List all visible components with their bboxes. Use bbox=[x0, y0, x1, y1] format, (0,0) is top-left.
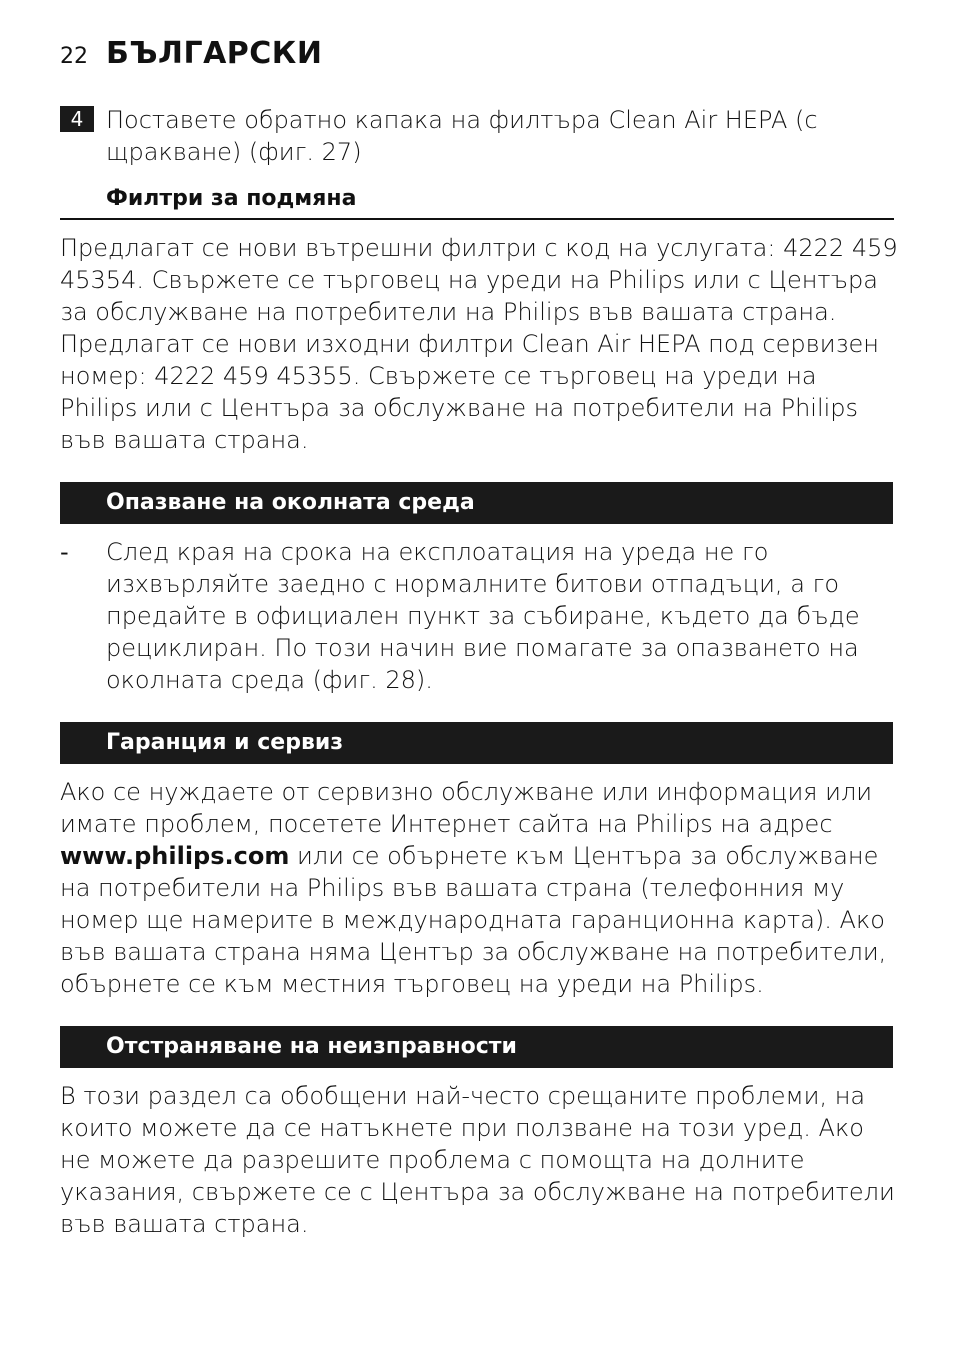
replacement-filters-heading-text: Филтри за подмяна bbox=[106, 186, 357, 211]
step-4 bbox=[60, 104, 860, 168]
bullet-dash: - bbox=[60, 538, 69, 566]
guarantee-text-after-link: или се обърнете към Центъра за обслужване на потребители на Philips във вашата страна (телефонния му номер ще намерите в международната гаранционна карта). Ако във вашата страна няма Център за обслужване на потребители, обърнете се към местния търговец на уреди на Philips. bbox=[60, 842, 887, 998]
replacement-filters-paragraph: Предлагат се нови вътрешни филтри с код на услугата: 4222 459 45354. Свържете се търговец на уреди на Philips или с Центъра за обслужване на потребители на Philips във вашата страна. Предлагат се нови изходни филтри Clean Air HEPA под сервизен номер: 4222 459 45355. Свържете се търговец на уреди на Philips или с Центъра за обслужване на потребители на Philips във вашата страна. bbox=[60, 234, 898, 454]
language-title: БЪЛГАРСКИ bbox=[106, 36, 323, 71]
troubleshooting-section-bar bbox=[60, 1026, 893, 1068]
troubleshooting-paragraph: В този раздел са обобщени най-често срещаните проблеми, на които можете да се натъкнете при ползване на този уред. Ако не можете да разрешите проблема с помощта на долните указания, свържете се с Центъра за обслужване на потребители във вашата страна. bbox=[60, 1082, 895, 1238]
troubleshooting-heading: Отстраняване на неизправности bbox=[106, 1034, 517, 1059]
environment-heading: Опазване на околната среда bbox=[106, 490, 475, 515]
environment-section-bar bbox=[60, 482, 893, 524]
step-number-badge: 4 bbox=[60, 106, 94, 132]
guarantee-text-before-link: Ако се нуждаете от сервизно обслужване или информация или имате проблем, посетете Интернет сайта на Philips на адрес bbox=[60, 778, 873, 838]
guarantee-heading: Гаранция и сервиз bbox=[106, 730, 344, 755]
page-number: 22 bbox=[60, 44, 88, 69]
guarantee-section-bar bbox=[60, 722, 893, 764]
page-header bbox=[60, 36, 322, 71]
step-text: Поставете обратно капака на филтъра Clean Air HEPA (с щракване) (фиг. 27) bbox=[106, 106, 818, 166]
guarantee-paragraph bbox=[60, 776, 900, 1000]
environment-bullet-text: След края на срока на експлоатация на уреда не го изхвърляйте заедно с нормалните битови отпадъци, а го предайте в официален пункт за събиране, където да бъде рециклиран. По този начин вие помагате за опазването на околната среда (фиг. 28). bbox=[106, 538, 860, 694]
environment-bullet-item bbox=[60, 536, 900, 696]
replacement-filters-heading bbox=[60, 184, 894, 220]
philips-website-link[interactable]: www.philips.com bbox=[60, 842, 290, 870]
